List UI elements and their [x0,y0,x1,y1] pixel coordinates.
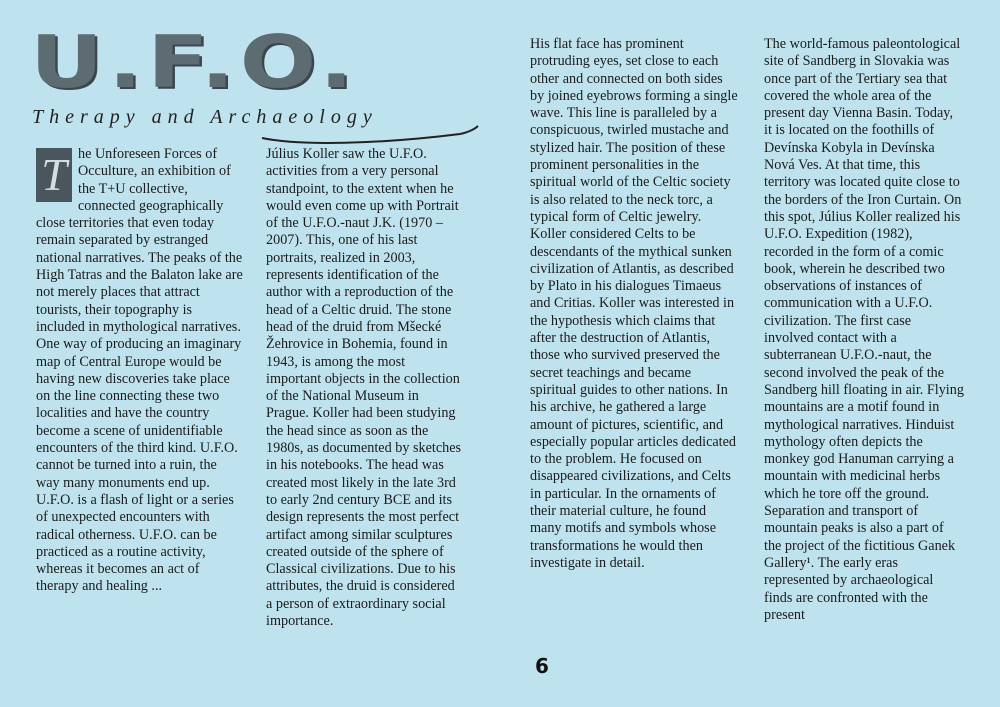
page-number: 6 [535,654,549,678]
article-column-1 [36,146,244,666]
masthead [30,20,470,136]
column-1-text: he Unforeseen Forces of Occulture, an exhibition of the T+U collective, connected geographically close territories that even today remain separated by estranged national narratives. The peaks of the High Tatras and the Balaton lake are not merely places that attract tourists, their topography is included in mythological narratives. One way of producing an imaginary map of Central Europe would be having new discoveries take place on the line connecting these two localities and have the country become a scene of unidentifiable encounters of the third kind. U.F.O. cannot be turned into a ruin, the way many monuments end up. U.F.O. is a flash of light or a series of unexpected encounters with radical otherness. U.F.O. can be practiced as a routine activity, whereas it becomes an act of therapy and healing ... [36,146,243,595]
column-2-text: Július Koller saw the U.F.O. activities from a very personal standpoint, to the extent when he would even come up with Portrait of the U.F.O.-naut J.K. (1970 – 2007). This, one of his last portraits, realized in 2003, represents identification of the author with a reproduction of the head of a Celtic druid. The stone head of the druid from Mšecké Žehrovice in Bohemia, found in 1943, is among the most important objects in the collection of the National Museum in Prague. Koller had been studying the head since as soon as the 1980s, as documented by sketches in his notebooks. The head was created most likely in the late 3rd to early 2nd century BCE and its design represents the most perfect artifact among similar sculptures created outside of the sphere of Classical civilizations. Due to his attributes, the druid is considered a person of extraordinary social importance. [266,146,462,630]
page-title: U.F.O. [30,20,359,104]
column-4-text: The world-famous paleontological site of Sandberg in Slovakia was once part of the Tertiary sea that covered the whole area of the present day Vienna Basin. Today, it is located on the foothills of Devínska Kobyla in Devínska Nová Ves. At that time, this territory was located quite close to the borders of the Iron Curtain. On this spot, Július Koller realized his U.F.O. Expedition (1982), recorded in the form of a comic book, wherein he described two observations of instances of communication with a U.F.O. civilization. The first case involved contact with a subterranean U.F.O.-naut, the second involved the peak of the Sandberg hill floating in air. Flying mountains are a motif found in mythological narratives. Hinduist mythology often depicts the monkey god Hanuman carrying a mountain with medicinal herbs which he tore off the ground. Separation and transport of mountain peaks is also a part of the project of the fictitious Ganek Gallery¹. The early eras represented by archaeological finds are confronted with the present [764,36,964,623]
swoosh-decoration [260,124,480,146]
article-column-2 [266,146,462,666]
column-3-text: His flat face has prominent protruding eyes, set close to each other and connected on both sides by joined eyebrows forming a single wave. This line is paralleled by a conspicuous, twirled mustache and stylized hair. The position of these prominent personalities in the spiritual world of the Celtic society is also related to the neck torc, a typical form of Celtic jewelry. Koller considered Celts to be descendants of the mythical sunken civilization of Atlantis, as described by Plato in his dialogues Timaeus and Critias. Koller was interested in the hypothesis which claims that after the destruction of Atlantis, those who survived preserved the secret teachings and became spiritual guides to other nations. In his archive, he gathered a large amount of pictures, scientific, and especially popular articles dedicated to the problem. He focused on disappeared civilizations, and Celts in particular. In the ornaments of their material culture, he found many motifs and symbols whose transformations he would then investigate in detail. [530,36,738,571]
page-subtitle: Therapy and Archaeology [32,106,378,128]
drop-cap: T [36,148,72,202]
article-column-4 [764,36,964,676]
article-column-3 [530,36,740,646]
